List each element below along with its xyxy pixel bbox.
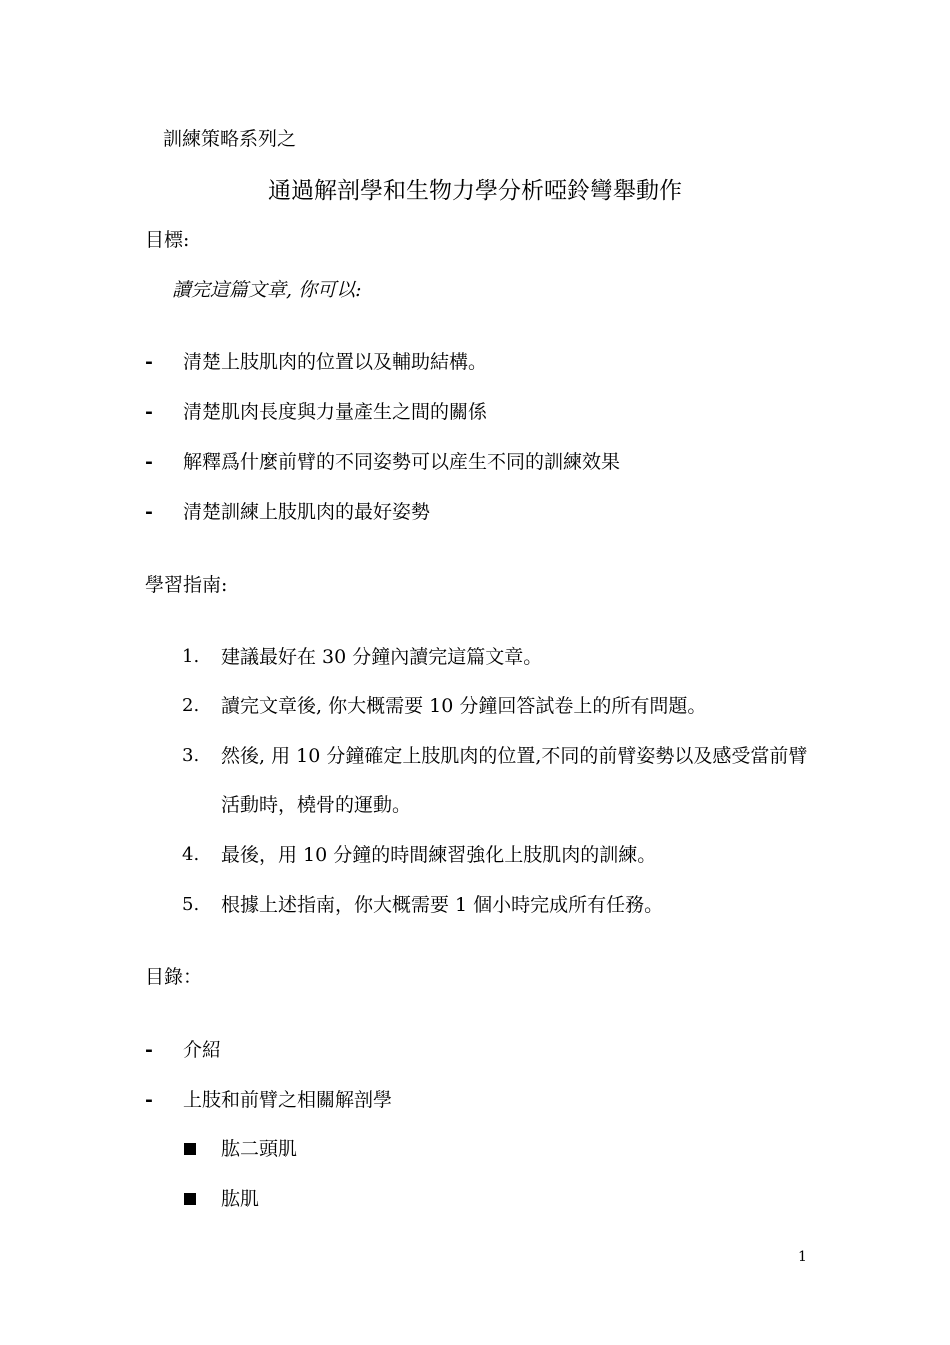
objective-item: 解釋爲什麼前臂的不同姿勢可以産生不同的訓練效果 [183,451,621,473]
guide-item-text: 根據上述指南，你大概需要 1 個小時完成所有任務。 [221,894,664,916]
guide-item-text: 然後, 用 10 分鐘確定上肢肌肉的位置,不同的前臂姿勢以及感受當前臂 [221,745,808,767]
guide-item-number: 2. [182,695,200,716]
square-bullet-icon [184,1143,196,1155]
guide-heading: 學習指南: [145,574,228,596]
guide-item-text: 讀完文章後, 你大概需要 10 分鐘回答試卷上的所有問題。 [221,695,707,717]
bullet-dash: - [145,401,153,423]
objective-item: 清楚上肢肌肉的位置以及輔助結構。 [183,351,488,373]
guide-item-text-continued: 活動時，橈骨的運動。 [221,794,412,816]
document-title: 通過解剖學和生物力學分析啞鈴彎舉動作 [268,178,682,204]
guide-item-number: 5. [182,894,200,915]
guide-item-text: 最後，用 10 分鐘的時間練習強化上肢肌肉的訓練。 [221,844,657,866]
bullet-dash: - [145,451,153,473]
square-bullet-icon [184,1193,196,1205]
series-label: 訓練策略系列之 [163,128,297,150]
toc-item: 上肢和前臂之相關解剖學 [183,1089,393,1111]
toc-subitem: 肱二頭肌 [221,1138,298,1160]
bullet-dash: - [145,1039,153,1061]
bullet-dash: - [145,351,153,373]
objective-item: 清楚訓練上肢肌肉的最好姿勢 [183,501,431,523]
guide-item-text: 建議最好在 30 分鐘內讀完這篇文章。 [221,646,543,668]
objectives-heading: 目標: [145,229,190,251]
objectives-intro: 讀完這篇文章, 你可以: [172,279,362,301]
guide-item-number: 4. [182,844,200,865]
guide-item-number: 1. [182,646,200,667]
objective-item: 清楚肌肉長度與力量產生之間的關係 [183,401,488,423]
bullet-dash: - [145,1089,153,1111]
guide-item-number: 3. [182,745,200,766]
toc-subitem: 肱肌 [221,1188,260,1210]
bullet-dash: - [145,501,153,523]
toc-heading: 目錄： [145,966,203,988]
page-number: 1 [798,1249,807,1265]
toc-item: 介紹 [183,1039,222,1061]
